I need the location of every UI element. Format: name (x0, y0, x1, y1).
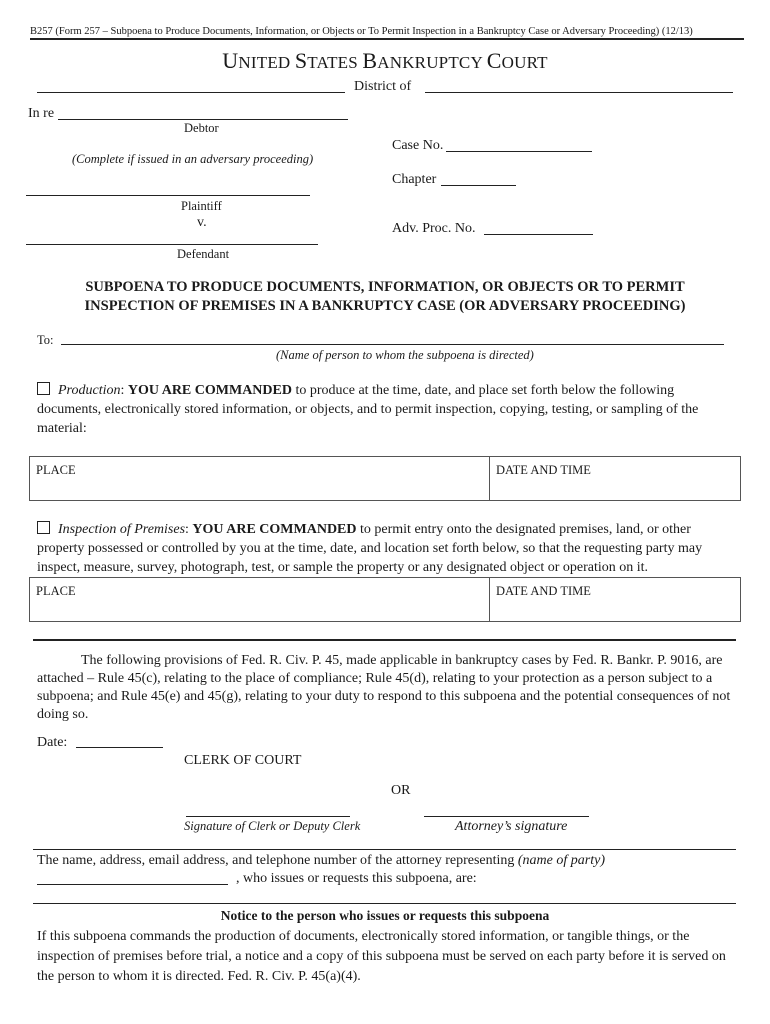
attorney-signature-line[interactable] (424, 816, 589, 817)
to-note: (Name of person to whom the subpoena is directed) (276, 348, 534, 362)
plaintiff-name-line[interactable] (26, 195, 310, 196)
clerk-signature-line[interactable] (186, 816, 350, 817)
in-re-label: In re (28, 106, 55, 121)
attorney-info-text: The name, address, email address, and telephone number of the attorney representing (name of party) (37, 853, 605, 868)
production-place-cell[interactable]: PLACE (30, 457, 490, 500)
adv-proc-label: Adv. Proc. No. (392, 221, 476, 236)
notice-paragraph: If this subpoena commands the production of documents, electronically stored information, or tangible things, or the inspection of premises before trial, a notice and a copy of this subpoena must be served on each party before it is served on the person to whom it is directed. Fed. R. Civ. P. 45(a)(4). (37, 929, 726, 984)
chapter-label: Chapter (392, 172, 437, 187)
subpoena-title-line2: INSPECTION OF PREMISES IN A BANKRUPTCY CASE (OR ADVERSARY PROCEEDING) (84, 298, 686, 314)
header-rule (30, 38, 744, 40)
defendant-name-line[interactable] (26, 244, 318, 245)
or-label: OR (391, 783, 411, 798)
production-table (29, 456, 741, 501)
date-label: Date: (37, 735, 68, 750)
inspection-datetime-cell[interactable]: DATE AND TIME (496, 584, 591, 598)
production-datetime-cell[interactable]: DATE AND TIME (496, 463, 591, 477)
district-line[interactable] (425, 92, 733, 93)
case-no-label: Case No. (392, 138, 444, 153)
case-no-line[interactable] (446, 151, 592, 152)
attorney-signature-label: Attorney’s signature (455, 819, 568, 834)
debtor-name-line[interactable] (58, 119, 348, 120)
attorney-info-text2: , who issues or requests this subpoena, are: (236, 871, 477, 886)
section-rule (33, 639, 736, 641)
to-name-line[interactable] (61, 344, 724, 345)
provisions-paragraph: The following provisions of Fed. R. Civ. P. 45, made applicable in bankruptcy cases by Fed. R. Bankr. P. 9016, are attached – Rule 45(c), relating to the place of compliance; Rule 45(d), relating to your protection as a person subject to a subpoena; and Rule 45(e) and 45(g), relating to your duty to respond to this subpoena and the potential consequences of not doing so. (37, 653, 731, 722)
court-title: UNITED STATES BANKRUPTCY COURT (222, 48, 548, 73)
district-name-line[interactable] (37, 92, 345, 93)
debtor-label: Debtor (184, 121, 219, 135)
clerk-signature-label: Signature of Clerk or Deputy Clerk (184, 819, 361, 833)
inspection-paragraph: Inspection of Premises: YOU ARE COMMANDED to permit entry onto the designated premises, land, or other property possessed or controlled by you at the time, date, and location set forth below, so that the requesting party may inspect, measure, survey, photograph, test, or sample the property or any designated object or operation on it. (37, 522, 703, 575)
clerk-of-court-label: CLERK OF COURT (184, 753, 302, 768)
inspection-table (29, 577, 741, 622)
district-label: District of (354, 79, 412, 94)
inspection-place-cell[interactable]: PLACE (30, 578, 490, 621)
adversary-note: (Complete if issued in an adversary proceeding) (72, 152, 314, 166)
notice-title: Notice to the person who issues or requests this subpoena (220, 908, 550, 923)
form-id: B257 (Form 257 – Subpoena to Produce Documents, Information, or Objects or To Permit Inspection in a Bankruptcy Case or Adversary Proceeding) (12/13) (30, 26, 693, 37)
to-label: To: (37, 333, 54, 347)
notice-rule (33, 903, 736, 904)
adv-proc-line[interactable] (484, 234, 593, 235)
chapter-line[interactable] (441, 185, 516, 186)
versus-label: v. (197, 215, 207, 230)
date-line[interactable] (76, 747, 163, 748)
plaintiff-label: Plaintiff (181, 199, 222, 213)
production-checkbox[interactable] (37, 382, 50, 395)
inspection-checkbox[interactable] (37, 521, 50, 534)
defendant-label: Defendant (177, 247, 230, 261)
production-paragraph: Production: YOU ARE COMMANDED to produce at the time, date, and place set forth below the following documents, electronically stored information, or objects, and to permit inspection, copying, testing, or sampling of the material: (37, 383, 699, 436)
attorney-rule (33, 849, 736, 850)
party-name-line[interactable] (37, 884, 228, 885)
subpoena-title-line1: SUBPOENA TO PRODUCE DOCUMENTS, INFORMATION, OR OBJECTS OR TO PERMIT (85, 279, 685, 295)
